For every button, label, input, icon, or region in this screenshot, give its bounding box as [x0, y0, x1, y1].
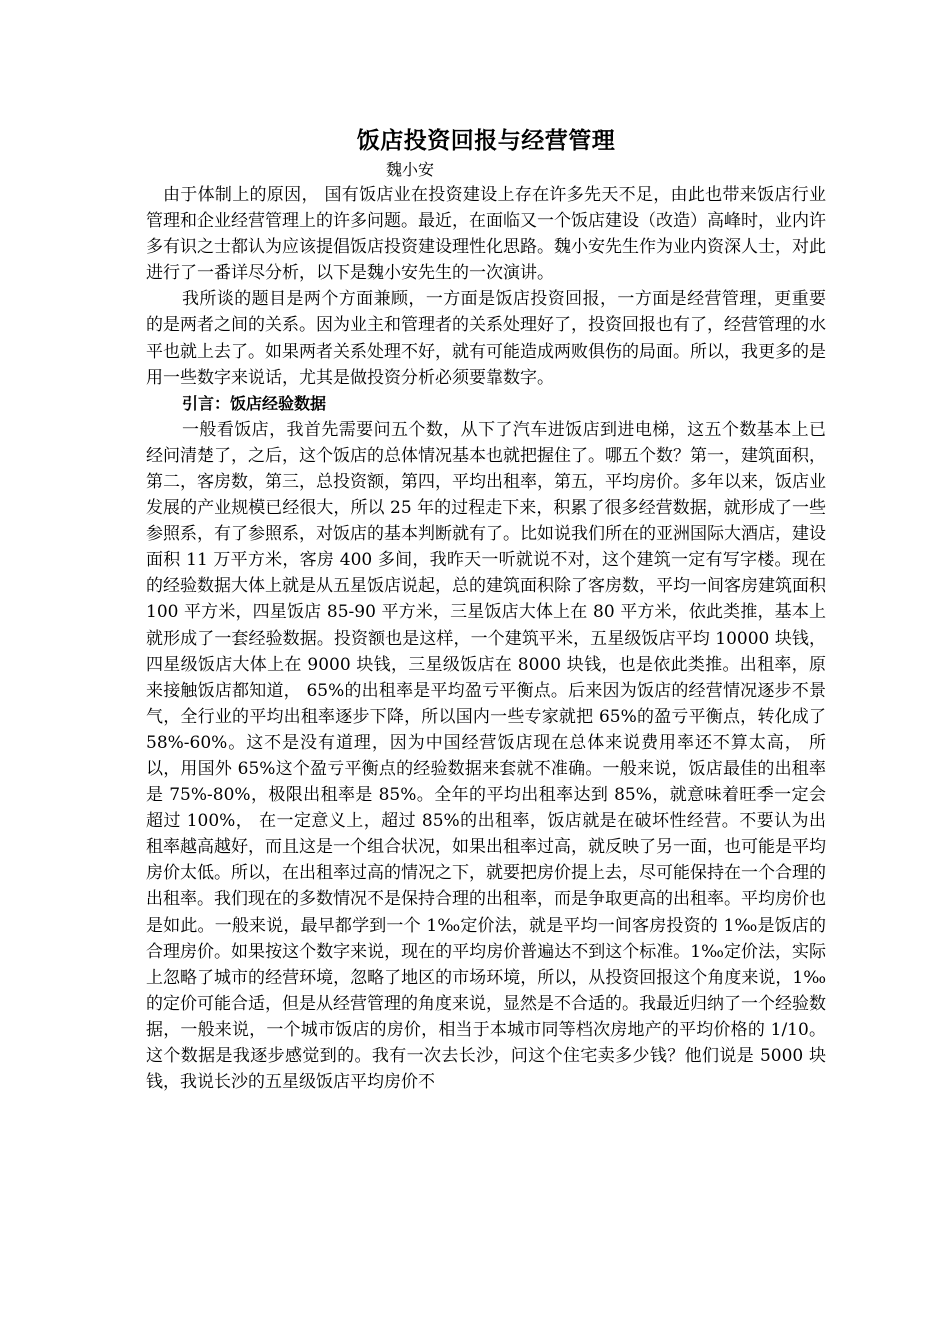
intro-paragraph: 由于体制上的原因， 国有饭店业在投资建设上存在许多先天不足，由此也带来饭店行业管理和企业经营管理上的许多问题。最近，在面临又一个饭店建设（改造）高峰时，业内许多有识之士都认为应该提倡饭店投资建设理性化思路。魏小安先生作为业内资深人士，对此进行了一番详尽分析，以下是魏小安先生的一次演讲。 [146, 185, 826, 284]
section-heading: 引言：饭店经验数据 [182, 393, 327, 413]
document-author: 魏小安 [386, 160, 435, 179]
body-paragraph-2: 一般看饭店，我首先需要问五个数，从下了汽车进饭店到进电梯，这五个数基本上已经问清楚了，之后，这个饭店的总体情况基本也就把握住了。哪五个数？第一，建筑面积，第二，客房数，第三，总投资额，第四，平均出租率，第五，平均房价。多年以来，饭店业发展的产业规模已经很大，所以 25 年的过程走下来，积累了很多经营数据，就形成了一些参照系，有了参照系，对饭店的基本判断就有了。比如说我们所在的亚洲国际大酒店，建设面积 11 万平方米，客房 400 多间，我昨天一听就说不对，这个建筑一定有写字楼。现在的经验数据大体上就是从五星饭店说起，总的建筑面积除了客房数，平均一间客房建筑面积 100 平方米，四星饭店 85-90 平方米，三星饭店大体上在 80 平方米，依此类推，基本上就形成了一套经验数据。投资额也是这样，一个建筑平米，五星级饭店平均 10000 块钱，四星级饭店大体上在 9000 块钱，三星级饭店在 8000 块钱，也是依此类推。出租率，原来接触饭店都知道， 65%的出租率是平均盈亏平衡点。后来因为饭店的经营情况逐步不景气，全行业的平均出租率逐步下降，所以国内一些专家就把 65%的盈亏平衡点，转化成了 58%-60%。这不是没有道理，因为中国经营饭店现在总体来说费用率还不算太高， 所以，用国外 65%这个盈亏平衡点的经验数据来套就不准确。一般来说，饭店最佳的出租率是 75%-80%，极限出租率是 85%。全年的平均出租率达到 85%，就意味着旺季一定会超过 100%， 在一定意义上，超过 85%的出租率，饭店就是在破坏性经营。不要认为出租率越高越好，而且这是一个组合状况，如果出租率过高，就反映了另一面，也可能是平均房价太低。所以，在出租率过高的情况之下，就要把房价提上去，尽可能保持在一个合理的出租率。我们现在的多数情况不是保持合理的出租率，而是争取更高的出租率。平均房价也是如此。一般来说，最早都学到一个 1‰定价法，就是平均一间客房投资的 1‰是饭店的合理房价。如果按这个数字来说，现在的平均房价普遍达不到这个标准。1‰定价法，实际上忽略了城市的经营环境，忽略了地区的市场环境，所以，从投资回报这个角度来说，1‰的定价可能合适，但是从经营管理的角度来说，显然是不合适的。我最近归纳了一个经验数据，一般来说，一个城市饭店的房价，相当于本城市同等档次房地产的平均价格的 1/10。这个数据是我逐步感觉到的。我有一次去长沙，问这个住宅卖多少钱？他们说是 5000 块钱，我说长沙的五星级饭店平均房价不 [146, 419, 826, 1093]
document-page [146, 124, 826, 1095]
document-title: 饭店投资回报与经营管理 [356, 128, 616, 154]
body-paragraph-1: 我所谈的题目是两个方面兼顾，一方面是饭店投资回报，一方面是经营管理，更重要的是两者之间的关系。因为业主和管理者的关系处理好了，投资回报也有了，经营管理的水平也就上去了。如果两者关系处理不好，就有可能造成两败俱伤的局面。所以，我更多的是用一些数字来说话，尤其是做投资分析必须要靠数字。 [146, 289, 826, 388]
